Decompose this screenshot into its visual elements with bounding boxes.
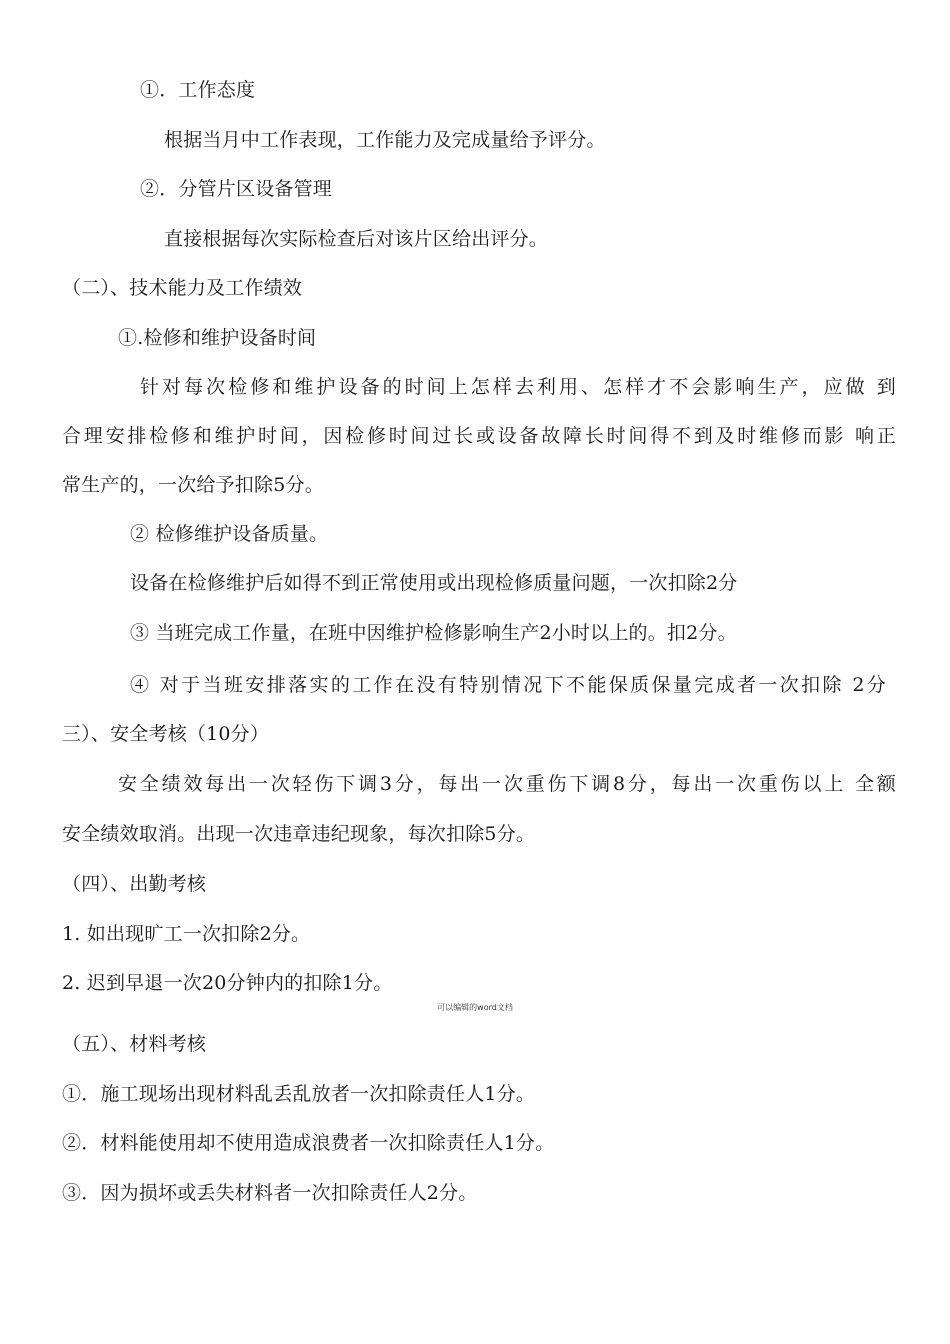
- editable-word-document-note: 可以编辑的word文档: [437, 1003, 513, 1012]
- section-two-heading: （二）、技术能力及工作绩效: [62, 277, 303, 299]
- item-area-equipment-heading: ②．分管片区设备管理: [140, 178, 333, 200]
- item-maintenance-quality-heading: ② 检修维护设备质量。: [130, 523, 329, 545]
- item-maintenance-time-text-1: 针对每次检修和维护设备的时间上怎样去利用、怎样才不会影响生产，应做 到: [140, 376, 896, 398]
- safety-assessment-text-1: 安全绩效每出一次轻伤下调3分，每出一次重伤下调8分，每出一次重伤以上 全额: [118, 773, 896, 795]
- item-maintenance-time-heading: ①.检修和维护设备时间: [118, 327, 317, 349]
- section-three-heading: 三）、安全考核（10分）: [62, 723, 270, 745]
- material-item-3: ③．因为损坏或丢失材料者一次扣除责任人2分。: [62, 1182, 478, 1204]
- section-four-heading: （四）、出勤考核: [62, 873, 207, 895]
- item-maintenance-time-text-3: 常生产的，一次给予扣除5分。: [62, 474, 324, 496]
- item-maintenance-quality-text: 设备在检修维护后如得不到正常使用或出现检修质量问题，一次扣除2分: [130, 572, 738, 594]
- item-area-equipment-text: 直接根据每次实际检查后对该片区给出评分。: [164, 228, 549, 250]
- item-work-attitude-heading: ①．工作态度: [140, 79, 256, 101]
- material-item-1: ①．施工现场出现材料乱丢乱放者一次扣除责任人1分。: [62, 1083, 536, 1105]
- item-maintenance-time-text-2: 合理安排检修和维护时间，因检修时间过长或设备故障长时间得不到及时维修而影 响正: [62, 425, 896, 447]
- item-shift-task-text: ④ 对于当班安排落实的工作在没有特别情况下不能保质保量完成者一次扣除 2分: [130, 674, 886, 696]
- attendance-item-1: 1. 如出现旷工一次扣除2分。: [62, 923, 311, 945]
- material-item-2: ②．材料能使用却不使用造成浪费者一次扣除责任人1分。: [62, 1132, 555, 1154]
- attendance-item-2: 2. 迟到早退一次20分钟内的扣除1分。: [62, 972, 393, 994]
- safety-assessment-text-2: 安全绩效取消。出现一次违章违纪现象，每次扣除5分。: [62, 823, 536, 845]
- item-shift-workload-text: ③ 当班完成工作量，在班中因维护检修影响生产2小时以上的。扣2分。: [130, 622, 737, 644]
- section-five-heading: （五）、材料考核: [62, 1033, 207, 1055]
- item-work-attitude-text: 根据当月中工作表现，工作能力及完成量给予评分。: [164, 129, 606, 151]
